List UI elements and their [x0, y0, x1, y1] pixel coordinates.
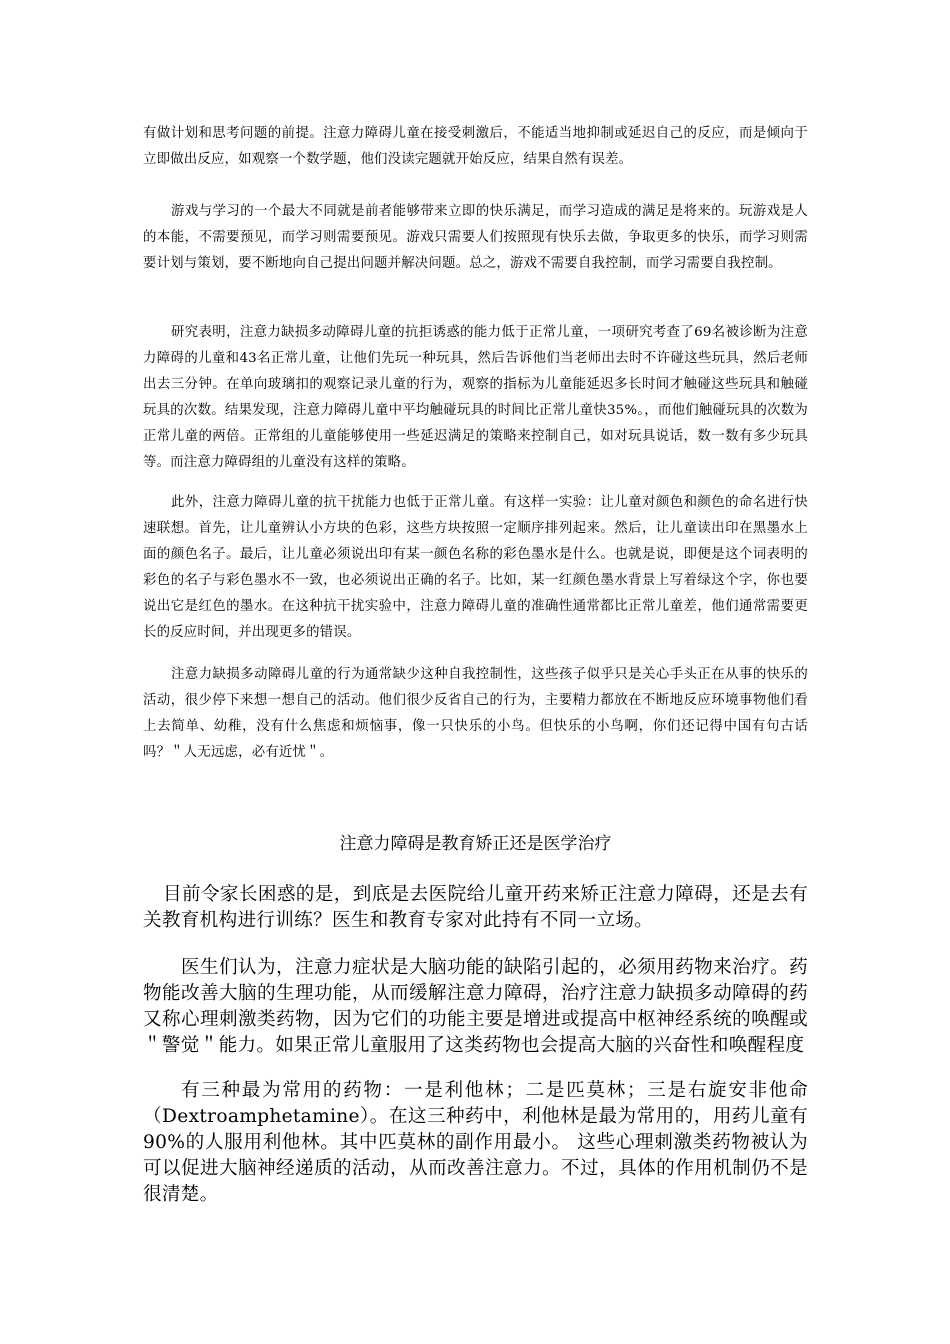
paragraph-parents-confusion: 目前令家长困惑的是，到底是去医院给儿童开药来矫正注意力障碍，还是去有关教育机构进行训练？医生和教育专家对此持有不同一立场。: [143, 884, 808, 931]
paragraph-games-vs-learning: 游戏与学习的一个最大不同就是前者能够带来立即的快乐满足，而学习造成的满足是将来的。玩游戏是人的本能，不需要预见，而学习则需要预见。游戏只需要人们按照现有快乐去做，争取更多的快乐，而学习则需要计划与策划，要不断地向自己提出问题并解决问题。总之，游戏不需要自我控制，而学习需要自我控制。: [143, 204, 808, 271]
paragraph-doctors-view: 医生们认为，注意力症状是大脑功能的缺陷引起的，必须用药物来治疗。药物能改善大脑的生理功能，从而缓解注意力障碍，治疗注意力缺损多动障碍的药又称心理刺激类药物，因为它们的功能主要是增进或提高中枢神经系统的唤醒或＂警觉＂能力。如果正常儿童服用了这类药物也会提高大脑的兴奋性和唤醒程度: [143, 957, 808, 1056]
section-title: 注意力障碍是教育矫正还是医学治疗: [339, 834, 612, 854]
paragraph-self-control: 注意力缺损多动障碍儿童的行为通常缺少这种自我控制性，这些孩子似乎只是关心手头正在从事的快乐的活动，很少停下来想一想自己的活动。他们很少反省自己的行为，主要精力都放在不断地反应环境事物他们看上去简单、幼稚，没有什么焦虑和烦恼事，像一只快乐的小鸟。但快乐的小鸟啊，你们还记得中国有句古话吗？＂人无远虑，必有近忧＂。: [143, 667, 808, 760]
paragraph-three-drugs: 有三种最为常用的药物：一是利他林；二是匹莫林；三是右旋安非他命（Dextroamphetamine）。在这三种药中，利他林是最为常用的，用药儿童有90%的人服用利他林。其中匹莫林的副作用最小。 这些心理刺激类药物被认为可以促进大脑神经递质的活动，从而改善注意力。不过，具体的作用机制仍不是很清楚。: [143, 1080, 808, 1205]
paragraph-research-temptation: 研究表明，注意力缺损多动障碍儿童的抗拒诱惑的能力低于正常儿童，一项研究考查了69名被诊断为注意力障碍的儿童和43名正常儿童，让他们先玩一种玩具，然后告诉他们当老师出去时不许碰这些玩具，然后老师出去三分钟。在单向玻璃扣的观察记录儿童的行为，观察的指标为儿童能延迟多长时间才触碰这些玩具和触碰玩具的次数。结果发现，注意力障碍儿童中平均触碰玩具的时间比正常儿童快35%。，而他们触碰玩具的次数为正常儿童的两倍。正常组的儿童能够使用一些延迟满足的策略来控制自己，如对玩具说话，数一数有多少玩具等。而注意力障碍组的儿童没有这样的策略。: [143, 325, 808, 470]
paragraph-interference-experiment: 此外，注意力障碍儿童的抗干扰能力也低于正常儿童。有这样一实验：让儿童对颜色和颜色的命名进行快速联想。首先，让儿童辨认小方块的色彩，这些方块按照一定顺序排列起来。然后，让儿童读出印在黑墨水上面的颜色名子。最后，让儿童必须说出印有某一颜色名称的彩色墨水是什么。也就是说，即便是这个词表明的彩色的名子与彩色墨水不一致，也必须说出正确的名子。比如，某一红颜色墨水背景上写着绿这个字，你也要说出它是红色的墨水。在这种抗干扰实验中，注意力障碍儿童的准确性通常都比正常儿童差，他们通常需要更长的反应时间，并出现更多的错误。: [143, 495, 808, 640]
paragraph-continuation: 有做计划和思考问题的前提。注意力障碍儿童在接受刺激后，不能适当地抑制或延迟自己的反应，而是倾向于立即做出反应，如观察一个数学题，他们没读完题就开始反应，结果自然有误差。: [143, 126, 808, 167]
